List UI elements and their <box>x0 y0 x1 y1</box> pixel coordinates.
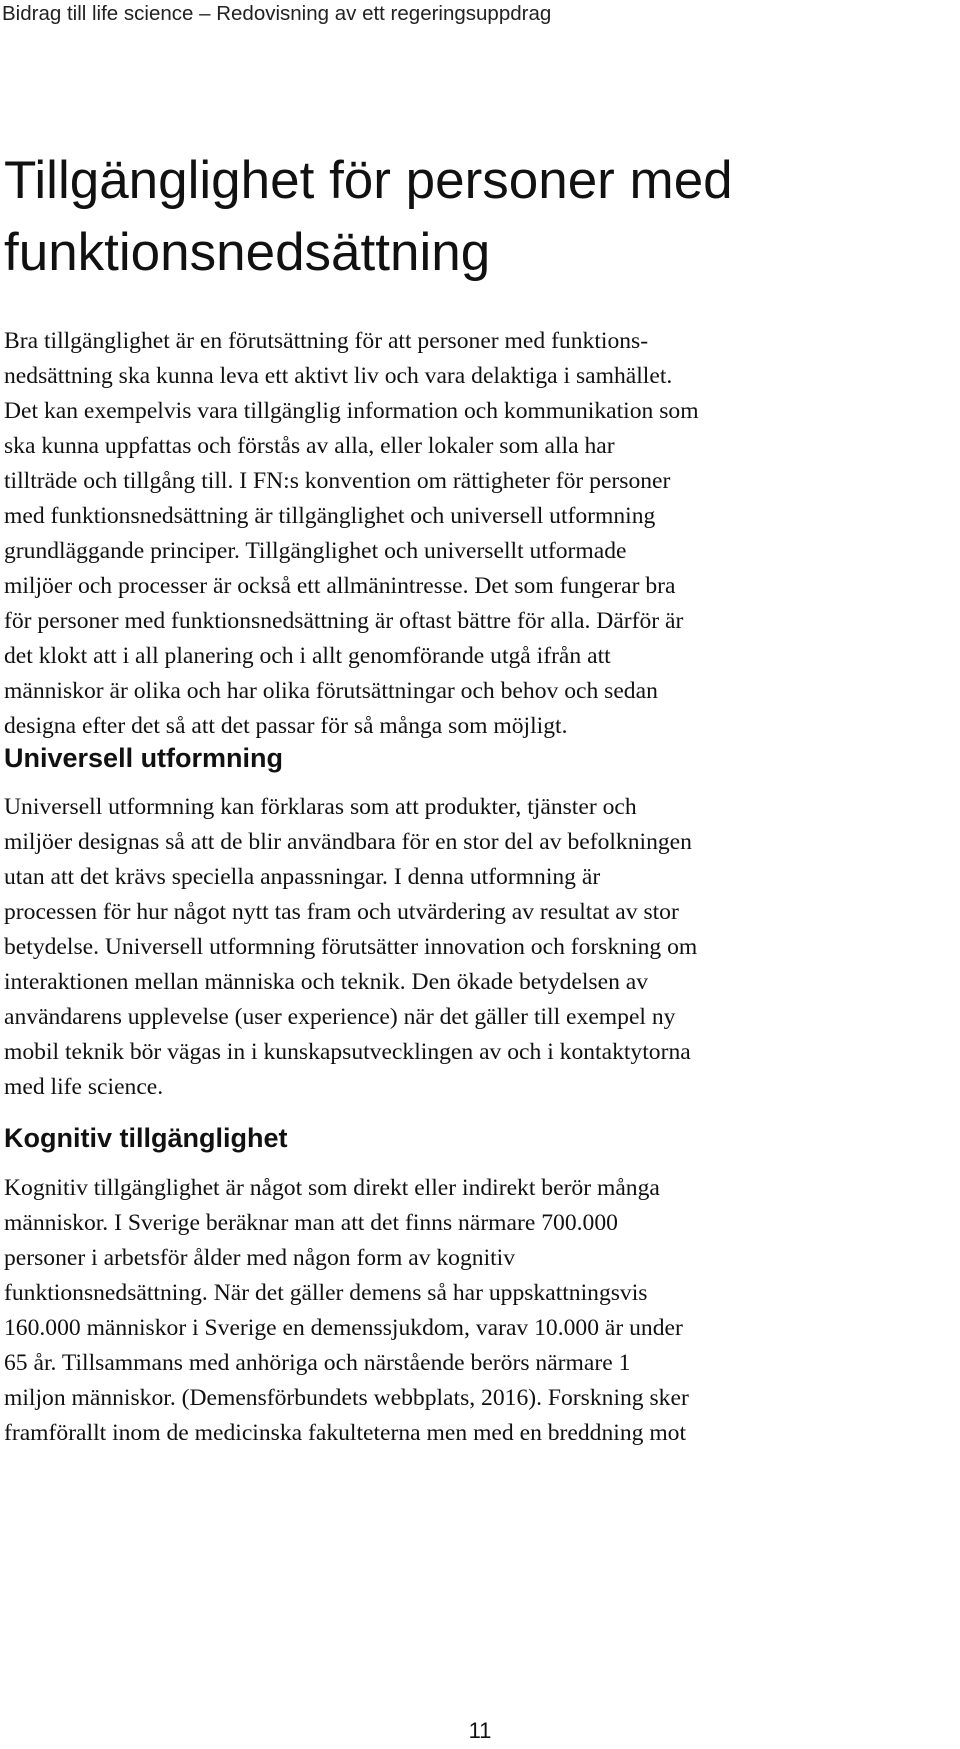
text-line: mobil teknik bör vägas in i kunskapsutvecklingen av och i kontaktytorna <box>4 1039 691 1065</box>
text-line: 160.000 människor i Sverige en demenssjukdom, varav 10.000 är under <box>4 1315 683 1341</box>
text-line: det klokt att i all planering och i allt genomförande utgå ifrån att <box>4 643 611 669</box>
universell-utformning-paragraph <box>4 790 954 1105</box>
text-line: med funktionsnedsättning är tillgänglighet och universell utformning <box>4 503 656 529</box>
text-line: personer i arbetsför ålder med någon form av kognitiv <box>4 1245 516 1271</box>
section-heading-kognitiv-tillganglighet: Kognitiv tillgänglighet <box>4 1123 288 1153</box>
text-line: människor är olika och har olika förutsättningar och behov och sedan <box>4 678 658 704</box>
text-line: framförallt inom de medicinska fakulteterna men med en breddning mot <box>4 1420 687 1446</box>
text-line: användarens upplevelse (user experience) när det gäller till exempel ny <box>4 1004 676 1030</box>
text-line: grundläggande principer. Tillgänglighet och universellt utformade <box>4 538 627 564</box>
text-line: miljöer och processer är också ett allmänintresse. Det som fungerar bra <box>4 573 676 599</box>
text-line: 65 år. Tillsammans med anhöriga och närstående berörs närmare 1 <box>4 1350 631 1376</box>
text-line: processen för hur något nytt tas fram och utvärdering av resultat av stor <box>4 899 679 925</box>
text-line: nedsättning ska kunna leva ett aktivt liv och vara delaktiga i samhället. <box>4 363 673 389</box>
page-title-line: funktionsnedsättning <box>4 223 491 282</box>
text-line: med life science. <box>4 1074 164 1100</box>
section-heading-universell-utformning: Universell utformning <box>4 743 284 773</box>
text-line: människor. I Sverige beräknar man att det finns närmare 700.000 <box>4 1210 618 1236</box>
text-line: miljon människor. (Demensförbundets webbplats, 2016). Forskning sker <box>4 1385 689 1411</box>
page-title-line: Tillgänglighet för personer med <box>4 151 733 210</box>
text-line: betydelse. Universell utformning förutsätter innovation och forskning om <box>4 934 698 960</box>
text-line: interaktionen mellan människa och teknik. Den ökade betydelsen av <box>4 969 649 995</box>
text-line: Kognitiv tillgänglighet är något som direkt eller indirekt berör många <box>4 1175 660 1201</box>
text-line: tillträde och tillgång till. I FN:s konvention om rättigheter för personer <box>4 468 671 494</box>
text-line: ska kunna uppfattas och förstås av alla, eller lokaler som alla har <box>4 433 615 459</box>
intro-paragraph <box>4 324 954 744</box>
page-number: 11 <box>468 1718 492 1743</box>
text-line: miljöer designas så att de blir användbara för en stor del av befolkningen <box>4 829 692 855</box>
running-header: Bidrag till life science – Redovisning av ett regeringsuppdrag <box>2 2 552 25</box>
page-title <box>4 145 944 289</box>
text-line: Det kan exempelvis vara tillgänglig information och kommunikation som <box>4 398 699 424</box>
text-line: funktionsnedsättning. När det gäller demens så har uppskattningsvis <box>4 1280 648 1306</box>
text-line: utan att det krävs speciella anpassningar. I denna utformning är <box>4 864 601 890</box>
text-line: Bra tillgänglighet är en förutsättning för att personer med funktions- <box>4 328 649 354</box>
kognitiv-tillganglighet-paragraph <box>4 1171 954 1451</box>
text-line: designa efter det så att det passar för så många som möjligt. <box>4 713 568 739</box>
text-line: för personer med funktionsnedsättning är oftast bättre för alla. Därför är <box>4 608 684 634</box>
text-line: Universell utformning kan förklaras som att produkter, tjänster och <box>4 794 637 820</box>
